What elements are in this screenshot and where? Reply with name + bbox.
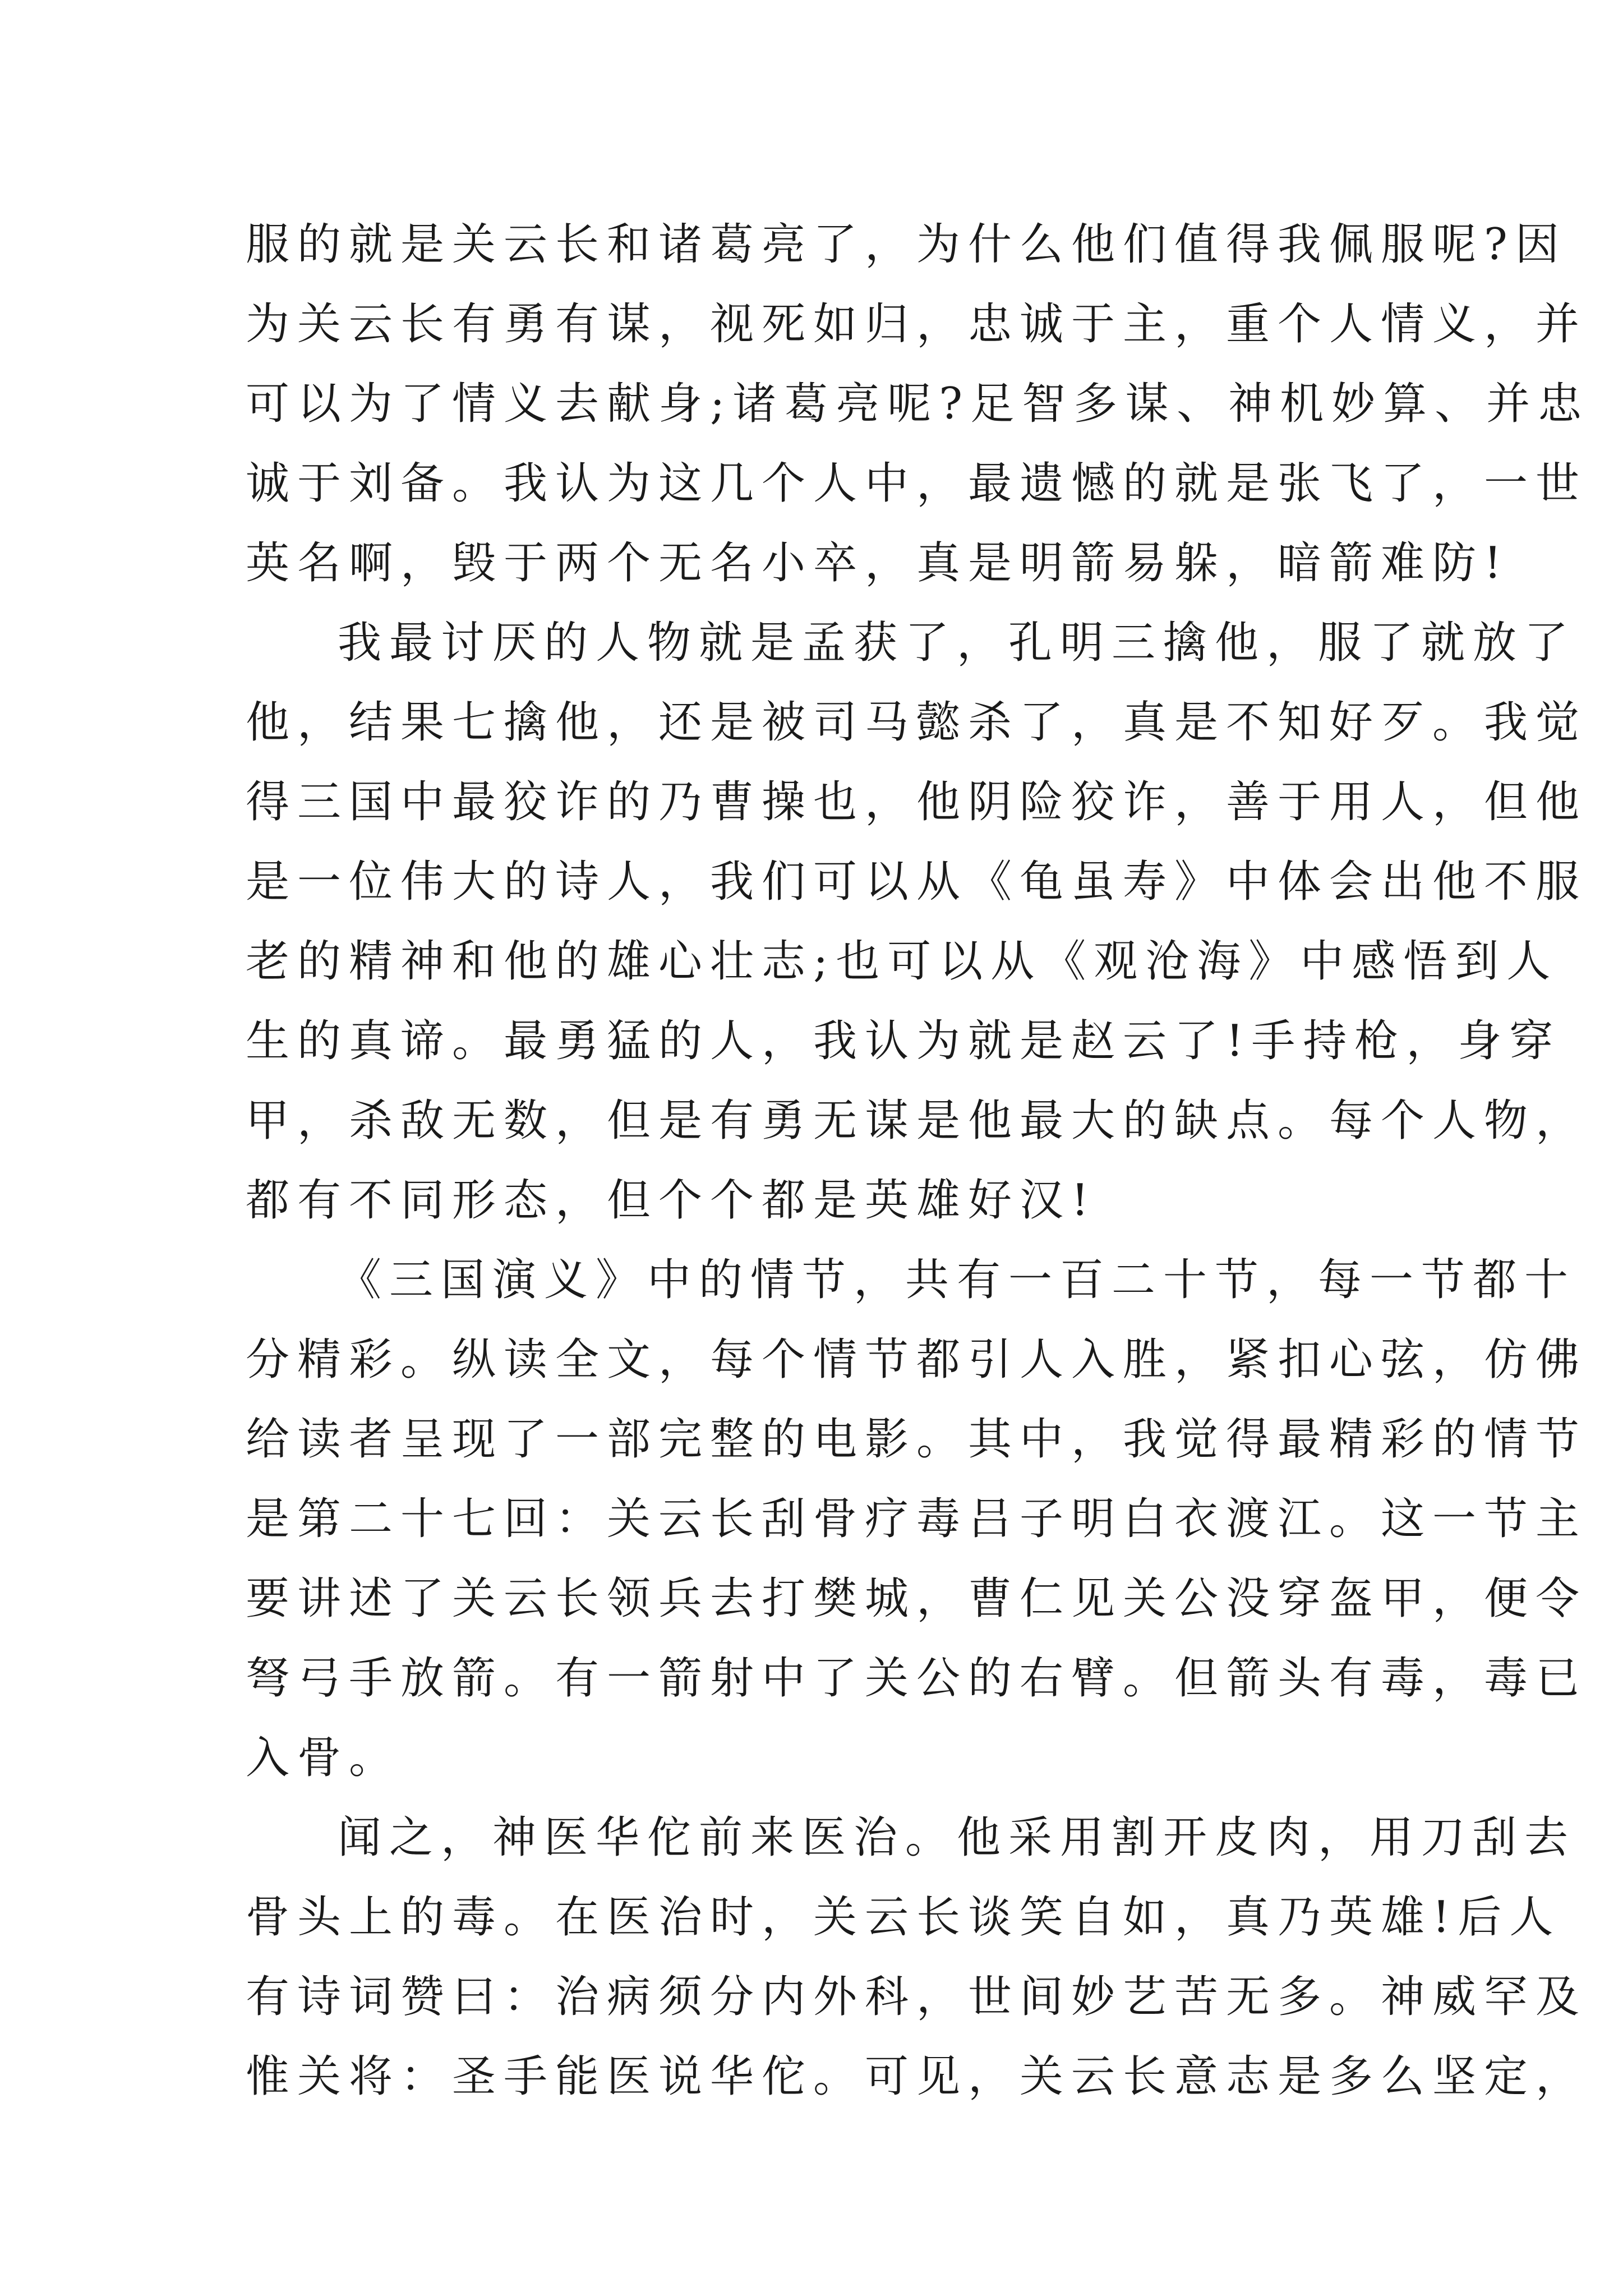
text-line: 骨头上的毒。在医治时，关云长谈笑自如，真乃英雄!后人 xyxy=(246,1892,1561,1943)
text-line: 给读者呈现了一部完整的电影。其中，我觉得最精彩的情节 xyxy=(246,1414,1588,1465)
text-line: 有诗词赞曰：治病须分内外科，世间妙艺苦无多。神威罕及 xyxy=(246,1972,1588,2022)
text-line: 可以为了情义去献身;诸葛亮呢?足智多谋、神机妙算、并忠 xyxy=(246,379,1590,429)
text-line: 我最讨厌的人物就是孟获了，孔明三擒他，服了就放了 xyxy=(338,618,1576,668)
text-line: 分精彩。纵读全文，每个情节都引人入胜，紧扣心弦，仿佛 xyxy=(246,1335,1588,1385)
text-line: 入骨。 xyxy=(246,1733,401,1783)
text-line: 服的就是关云长和诸葛亮了，为什么他们值得我佩服呢?因 xyxy=(246,219,1567,270)
text-line: 生的真谛。最勇猛的人，我认为就是赵云了!手持枪，身穿 xyxy=(246,1016,1561,1066)
text-line: 闻之，神医华佗前来医治。他采用割开皮肉，用刀刮去 xyxy=(338,1812,1576,1863)
text-line: 英名啊，毁于两个无名小卒，真是明箭易躲，暗箭难防! xyxy=(246,538,1510,588)
document-body-text xyxy=(246,205,1590,2116)
text-line: 老的精神和他的雄心壮志;也可以从《观沧海》中感悟到人 xyxy=(246,936,1559,987)
text-line: 都有不同形态，但个个都是英雄好汉! xyxy=(246,1175,1097,1226)
text-line: 他，结果七擒他，还是被司马懿杀了，真是不知好歹。我觉 xyxy=(246,697,1588,748)
text-line: 弩弓手放箭。有一箭射中了关公的右臂。但箭头有毒，毒已 xyxy=(246,1653,1588,1704)
text-line: 为关云长有勇有谋，视死如归，忠诚于主，重个人情义，并 xyxy=(246,299,1588,349)
text-line: 是一位伟大的诗人，我们可以从《龟虽寿》中体会出他不服 xyxy=(246,857,1588,907)
text-line: 诚于刘备。我认为这几个人中，最遗憾的就是张飞了，一世 xyxy=(246,458,1588,509)
text-line: 要讲述了关云长领兵去打樊城，曹仁见关公没穿盔甲，便令 xyxy=(246,1573,1588,1624)
text-line: 得三国中最狡诈的乃曹操也，他阴险狡诈，善于用人，但他 xyxy=(246,777,1588,827)
text-line: 甲，杀敌无数，但是有勇无谋是他最大的缺点。每个人物， xyxy=(246,1096,1588,1146)
text-line: 惟关将：圣手能医说华佗。可见，关云长意志是多么坚定， xyxy=(246,2051,1588,2102)
text-line: 《三国演义》中的情节，共有一百二十节，每一节都十 xyxy=(338,1255,1576,1305)
text-line: 是第二十七回：关云长刮骨疗毒吕子明白衣渡江。这一节主 xyxy=(246,1494,1588,1544)
